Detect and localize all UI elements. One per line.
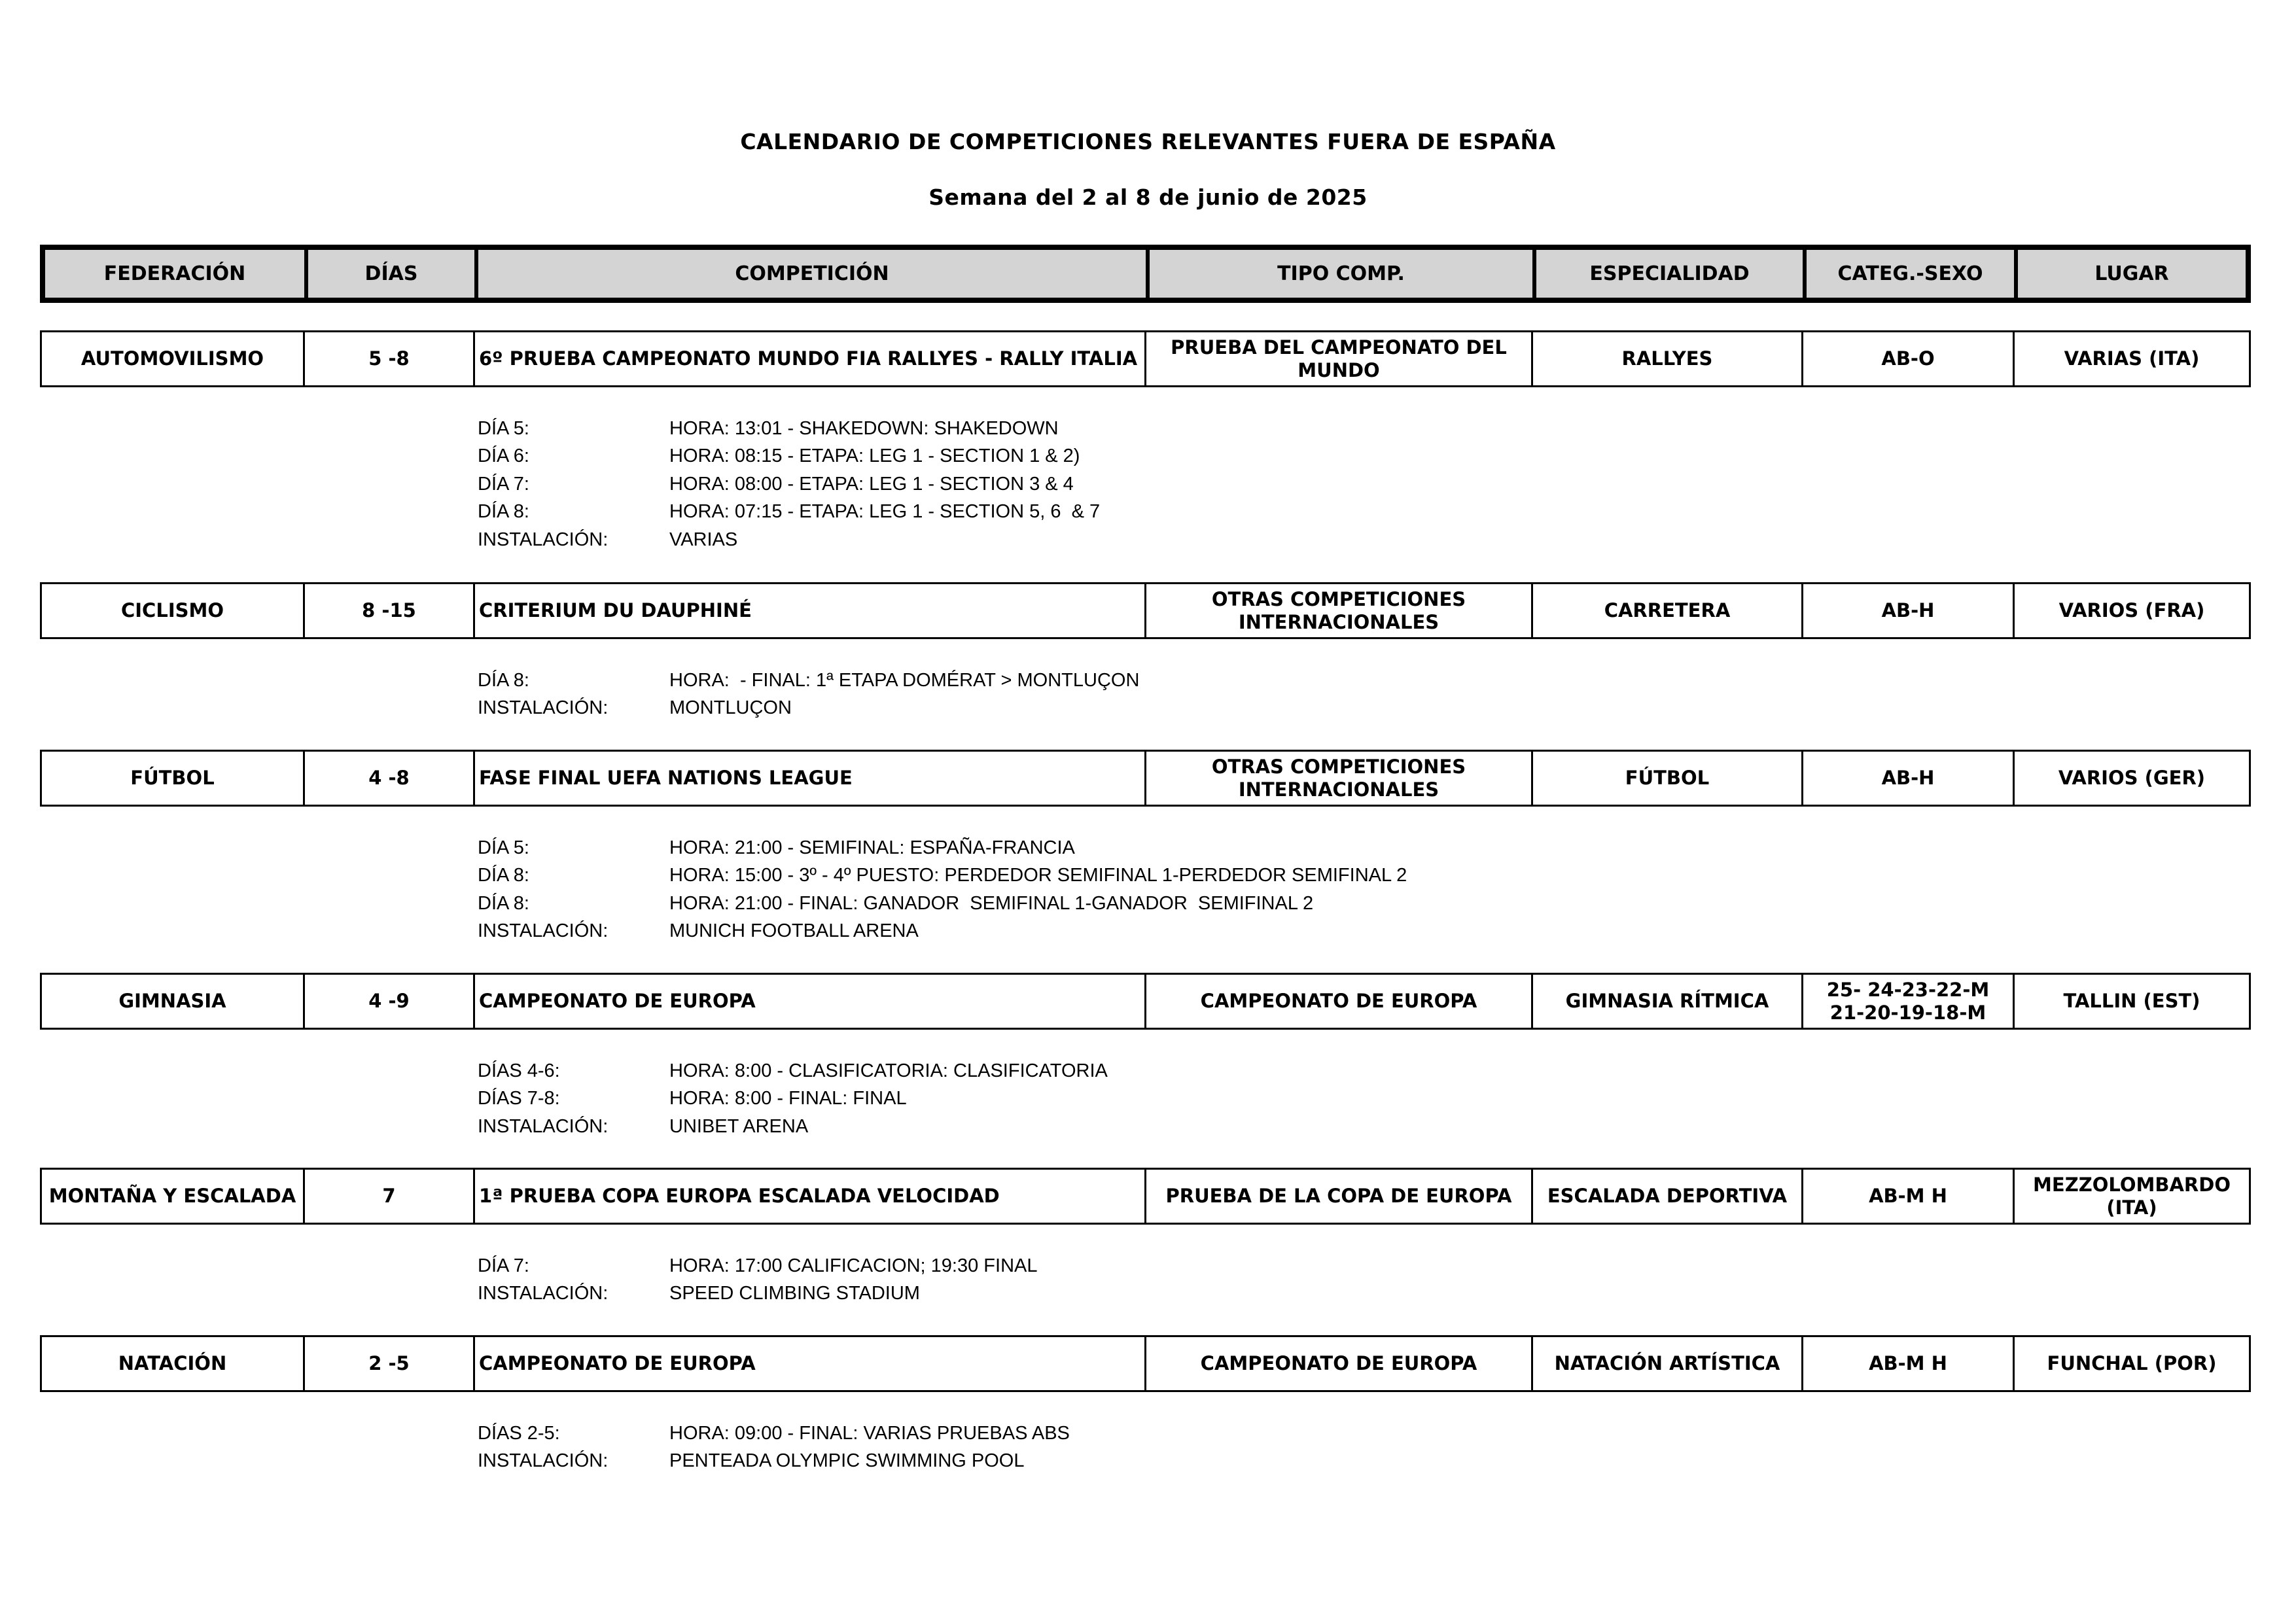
cell-competicion: FASE FINAL UEFA NATIONS LEAGUE [475, 752, 1146, 805]
detail-value: HORA: 21:00 - SEMIFINAL: ESPAÑA-FRANCIA [669, 837, 1075, 858]
cell-especialidad: RALLYES [1533, 332, 1803, 385]
competition-row [40, 330, 2251, 387]
detail-value: MUNICH FOOTBALL ARENA [669, 920, 919, 942]
detail-label: DÍA 7: [478, 1255, 529, 1276]
detail-line [478, 1448, 1070, 1476]
cell-competicion: 6º PRUEBA CAMPEONATO MUNDO FIA RALLYES - RALLY ITALIA [475, 332, 1146, 385]
detail-line [478, 526, 1100, 554]
detail-label: DÍA 8: [478, 892, 529, 914]
cell-lugar: MEZZOLOMBARDO (ITA) [2033, 1173, 2231, 1219]
competition-row [40, 973, 2251, 1030]
cell-tipo: PRUEBA DE LA COPA DE EUROPA [1146, 1170, 1533, 1223]
cell-especialidad: CARRETERA [1533, 584, 1803, 637]
detail-label: INSTALACIÓN: [478, 1283, 609, 1304]
cell-tipo: CAMPEONATO DE EUROPA [1146, 1337, 1533, 1390]
detail-line [478, 695, 1139, 723]
header-dias: DÍAS [308, 250, 478, 298]
detail-label: DÍA 6: [478, 445, 529, 467]
detail-line [478, 1280, 1037, 1308]
detail-label: INSTALACIÓN: [478, 1115, 609, 1137]
detail-value: HORA: 09:00 - FINAL: VARIAS PRUEBAS ABS [669, 1422, 1070, 1444]
cell-lugar: VARIAS (ITA) [2064, 347, 2200, 370]
detail-label: INSTALACIÓN: [478, 1450, 609, 1472]
cell-dias: 4 -9 [305, 975, 475, 1028]
detail-line [478, 498, 1100, 527]
cell-dias: 4 -8 [305, 752, 475, 805]
competition-details [478, 834, 1407, 945]
detail-label: DÍA 8: [478, 865, 529, 886]
detail-label: DÍA 7: [478, 473, 529, 495]
cell-tipo: OTRAS COMPETICIONES INTERNACIONALES [1146, 752, 1533, 805]
competition-details [478, 1057, 1108, 1141]
header-competicion: COMPETICIÓN [478, 250, 1150, 298]
cell-competicion: CAMPEONATO DE EUROPA [475, 975, 1146, 1028]
competition-row [40, 582, 2251, 639]
detail-value: MONTLUÇON [669, 697, 792, 719]
cell-categoria: AB-H [1803, 752, 2015, 805]
header-federacion: FEDERACIÓN [45, 250, 308, 298]
detail-line [478, 918, 1407, 946]
cell-federacion: FÚTBOL [42, 752, 305, 805]
detail-label: DÍA 8: [478, 501, 529, 523]
cell-lugar: FUNCHAL (POR) [2047, 1352, 2217, 1374]
detail-value: HORA: 8:00 - CLASIFICATORIA: CLASIFICATORIA [669, 1060, 1108, 1081]
detail-label: INSTALACIÓN: [478, 529, 609, 550]
detail-line [478, 862, 1407, 890]
cell-dias: 5 -8 [305, 332, 475, 385]
detail-value: PENTEADA OLYMPIC SWIMMING POOL [669, 1450, 1025, 1472]
detail-value: HORA: - FINAL: 1ª ETAPA DOMÉRAT > MONTLUÇON [669, 669, 1140, 691]
cell-especialidad: NATACIÓN ARTÍSTICA [1533, 1337, 1803, 1390]
header-tipo: TIPO COMP. [1150, 250, 1536, 298]
competition-row [40, 1335, 2251, 1392]
cell-categoria: 25- 24-23-22-M 21-20-19-18-M [1803, 975, 2015, 1028]
detail-value: HORA: 21:00 - FINAL: GANADOR SEMIFINAL 1-GANADOR SEMIFINAL 2 [669, 892, 1314, 914]
header-lugar: LUGAR [2094, 262, 2169, 285]
cell-lugar: VARIOS (GER) [2058, 767, 2206, 789]
detail-line [478, 1057, 1108, 1085]
cell-dias: 7 [305, 1170, 475, 1223]
detail-value: HORA: 8:00 - FINAL: FINAL [669, 1088, 907, 1109]
page-subtitle: Semana del 2 al 8 de junio de 2025 [928, 184, 1368, 210]
detail-value: HORA: 07:15 - ETAPA: LEG 1 - SECTION 5, 6 & 7 [669, 501, 1101, 523]
detail-label: DÍAS 7-8: [478, 1088, 560, 1109]
cell-competicion: CAMPEONATO DE EUROPA [475, 1337, 1146, 1390]
cell-especialidad: FÚTBOL [1533, 752, 1803, 805]
cell-tipo: OTRAS COMPETICIONES INTERNACIONALES [1146, 584, 1533, 637]
cell-federacion: MONTAÑA Y ESCALADA [42, 1170, 305, 1223]
cell-especialidad: ESCALADA DEPORTIVA [1533, 1170, 1803, 1223]
detail-value: VARIAS [669, 529, 738, 550]
detail-label: DÍA 5: [478, 837, 529, 858]
competition-row [40, 750, 2251, 807]
detail-label: DÍAS 4-6: [478, 1060, 560, 1081]
detail-label: DÍA 8: [478, 669, 529, 691]
detail-value: UNIBET ARENA [669, 1115, 809, 1137]
cell-federacion: GIMNASIA [42, 975, 305, 1028]
detail-label: DÍA 5: [478, 417, 529, 439]
detail-line [478, 470, 1100, 498]
competition-details [478, 1252, 1037, 1308]
cell-tipo: PRUEBA DEL CAMPEONATO DEL MUNDO [1146, 332, 1533, 385]
header-categoria: CATEG.-SEXO [1807, 250, 2018, 298]
detail-line [478, 1252, 1037, 1280]
competition-row [40, 1168, 2251, 1225]
cell-lugar: VARIOS (FRA) [2058, 599, 2205, 621]
detail-value: HORA: 13:01 - SHAKEDOWN: SHAKEDOWN [669, 417, 1059, 439]
detail-line [478, 667, 1139, 695]
cell-categoria: AB-H [1803, 584, 2015, 637]
detail-line [478, 834, 1407, 862]
cell-federacion: AUTOMOVILISMO [42, 332, 305, 385]
detail-value: HORA: 17:00 CALIFICACION; 19:30 FINAL [669, 1255, 1038, 1276]
cell-dias: 2 -5 [305, 1337, 475, 1390]
detail-label: INSTALACIÓN: [478, 697, 609, 719]
cell-categoria: AB-O [1803, 332, 2015, 385]
detail-value: HORA: 08:15 - ETAPA: LEG 1 - SECTION 1 & 2) [669, 445, 1080, 467]
cell-federacion: NATACIÓN [42, 1337, 305, 1390]
detail-line [478, 890, 1407, 918]
detail-value: HORA: 15:00 - 3º - 4º PUESTO: PERDEDOR SEMIFINAL 1-PERDEDOR SEMIFINAL 2 [669, 865, 1407, 886]
competition-details [478, 415, 1100, 554]
detail-line [478, 1113, 1108, 1141]
cell-federacion: CICLISMO [42, 584, 305, 637]
detail-value: HORA: 08:00 - ETAPA: LEG 1 - SECTION 3 & 4 [669, 473, 1074, 495]
competition-details [478, 1420, 1070, 1475]
detail-value: SPEED CLIMBING STADIUM [669, 1283, 920, 1304]
detail-line [478, 415, 1100, 443]
cell-categoria: AB-M H [1803, 1337, 2015, 1390]
detail-line [478, 443, 1100, 471]
detail-label: DÍAS 2-5: [478, 1422, 560, 1444]
detail-line [478, 1420, 1070, 1448]
detail-label: INSTALACIÓN: [478, 920, 609, 942]
cell-categoria: AB-M H [1803, 1170, 2015, 1223]
cell-tipo: CAMPEONATO DE EUROPA [1146, 975, 1533, 1028]
cell-competicion: 1ª PRUEBA COPA EUROPA ESCALADA VELOCIDAD [475, 1170, 1146, 1223]
header-especialidad: ESPECIALIDAD [1536, 250, 1807, 298]
cell-competicion: CRITERIUM DU DAUPHINÉ [475, 584, 1146, 637]
table-header [40, 245, 2251, 303]
competition-details [478, 667, 1139, 722]
cell-lugar: TALLIN (EST) [2063, 990, 2200, 1012]
detail-line [478, 1085, 1108, 1113]
page-title: CALENDARIO DE COMPETICIONES RELEVANTES FUERA DE ESPAÑA [740, 129, 1556, 154]
cell-dias: 8 -15 [305, 584, 475, 637]
cell-especialidad: GIMNASIA RÍTMICA [1533, 975, 1803, 1028]
